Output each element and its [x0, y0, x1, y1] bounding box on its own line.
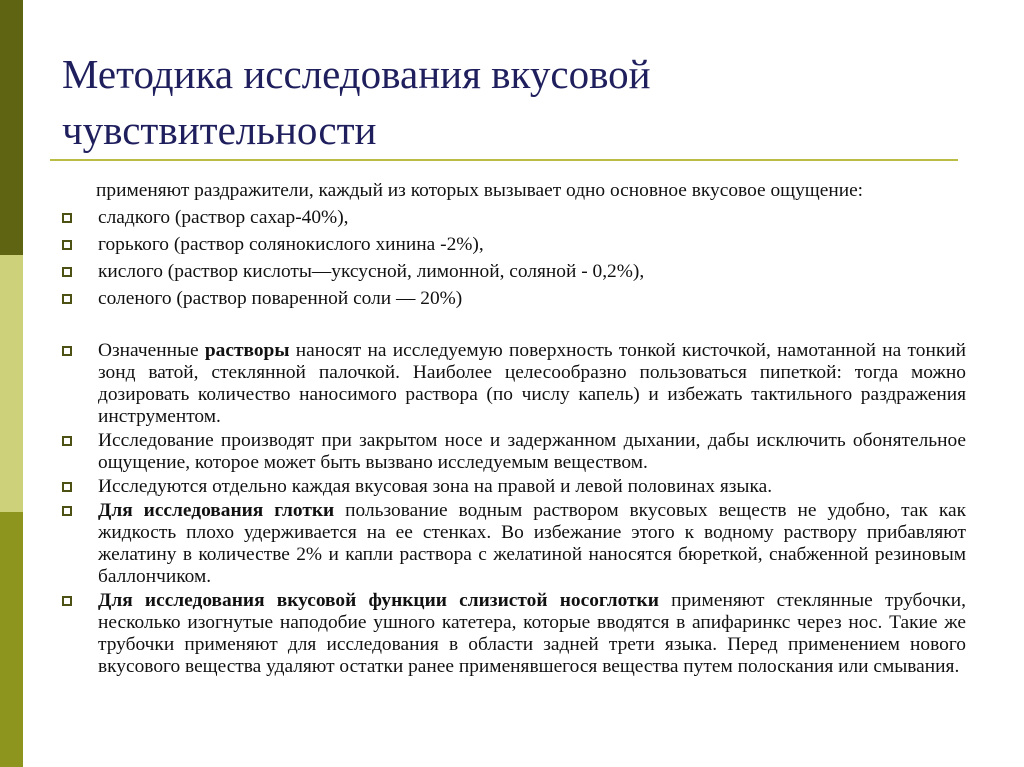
square-bullet-icon [62, 482, 72, 492]
slide-body [62, 180, 966, 680]
sidebar-stripe-top [0, 0, 23, 255]
list-item: Исследуются отдельно каждая вкусовая зона на правой и левой половинах языка. [62, 476, 966, 498]
sidebar-stripe-bottom [0, 512, 23, 767]
list-item: кислого (раствор кислоты—уксусной, лимонной, соляной - 0,2%), [62, 261, 966, 283]
square-bullet-icon [62, 213, 72, 223]
intro-text: применяют раздражители, каждый из которых вызывает одно основное вкусовое ощущение: [96, 180, 864, 201]
square-bullet-icon [62, 267, 72, 277]
list-item: Для исследования глотки пользование водным раствором вкусовых веществ не удобно, так как жидкость плохо удерживается на ее стенках. Во избежание этого к водному раствору прибавляют желатину в количестве 2% и капли раствора с желатиной наносятся бюреткой, снабженной резиновым баллончиком. [62, 500, 966, 588]
list-item: соленого (раствор поваренной соли — 20%) [62, 288, 966, 310]
list-item: Означенные растворы наносят на исследуемую поверхность тонкой кисточкой, намотанной на тонкий зонд ватой, стеклянной палочкой. Наиболее целесообразно пользоваться пипеткой: тогда можно дозировать количество наносимого раствора (по числу капель) и избежать тактильного раздражения инструментом. [62, 340, 966, 428]
title-divider [50, 159, 958, 161]
sidebar-stripe-middle [0, 255, 23, 512]
square-bullet-icon [62, 596, 72, 606]
method-list [62, 340, 966, 678]
list-item: сладкого (раствор сахар-40%), [62, 207, 966, 229]
square-bullet-icon [62, 346, 72, 356]
square-bullet-icon [62, 240, 72, 250]
list-item: горького (раствор солянокислого хинина -2%), [62, 234, 966, 256]
list-item: Исследование производят при закрытом носе и задержанном дыхании, дабы исключить обонятельное ощущение, которое может быть вызвано исследуемым веществом. [62, 430, 966, 474]
square-bullet-icon [62, 294, 72, 304]
stimuli-list [62, 207, 966, 310]
slide-title: Методика исследования вкусовой чувствительности [62, 51, 651, 153]
square-bullet-icon [62, 506, 72, 516]
square-bullet-icon [62, 436, 72, 446]
list-item: Для исследования вкусовой функции слизистой носоглотки применяют стеклянные трубочки, несколько изогнутые наподобие ушного катетера, которые вводятся в апифаринкс через нос. Такие же трубочки применяют для исследования в области задней трети языка. Перед применением нового вкусового вещества удаляют остатки ранее применявшегося вещества путем полоскания или смывания. [62, 590, 966, 678]
